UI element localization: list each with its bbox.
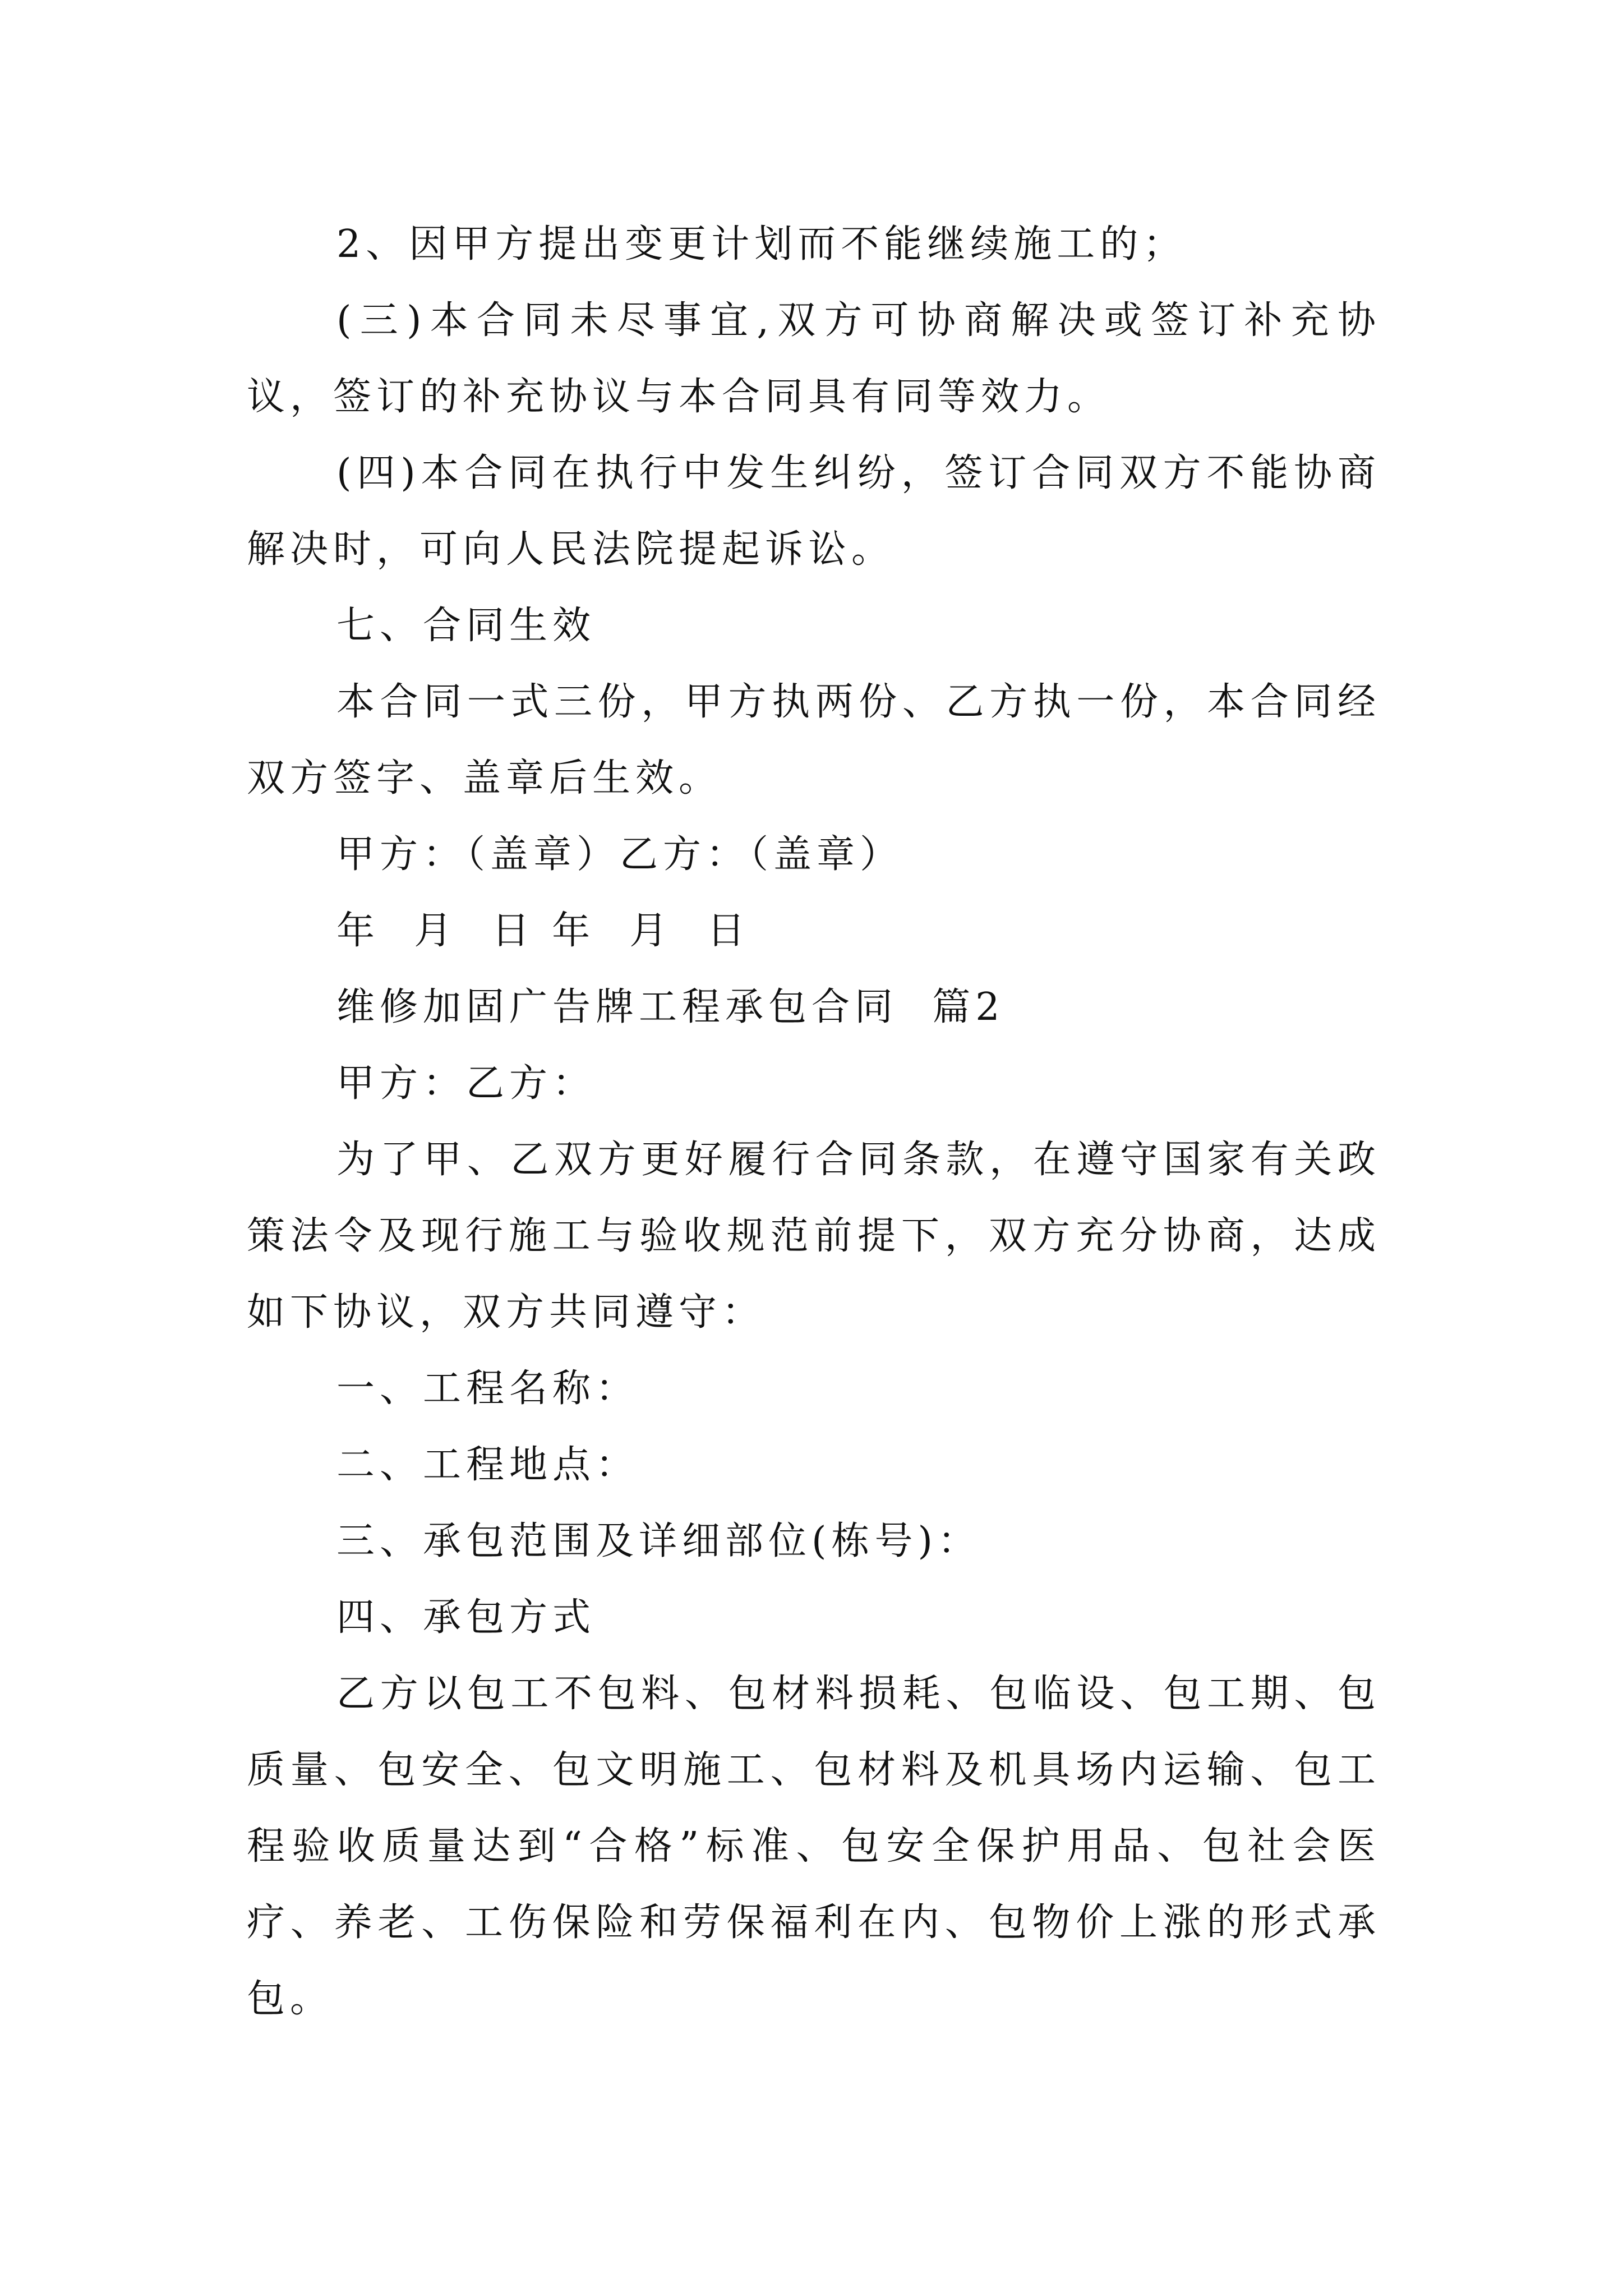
- paragraph-preamble: 为了甲、乙双方更好履行合同条款，在遵守国家有关政策法令及现行施工与验收规范前提下，双方充分协商，达成如下协议，双方共同遵守：: [247, 1138, 1381, 1335]
- paragraph-contract-method: 乙方以包工不包料、包材料损耗、包临设、包工期、包质量、包安全、包文明施工、包材料及机具场内运输、包工程验收质量达到“合格”标准、包安全保护用品、包社会医疗、养老、工伤保险和劳保福利在内、包物价上涨的形式承包。: [247, 1672, 1381, 2021]
- heading-project-name: 一、工程名称：: [336, 1366, 639, 1411]
- heading-contract-scope: 三、承包范围及详细部位(栋号)：: [336, 1519, 981, 1563]
- paragraph-section-3: (三)本合同未尽事宜,双方可协商解决或签订补充协议，签订的补充协议与本合同具有同等效力。: [247, 298, 1381, 419]
- paragraph-section-4: (四)本合同在执行中发生纠纷，签订合同双方不能协商解决时，可向人民法院提起诉讼。: [247, 451, 1381, 572]
- parties-line: 甲方：乙方：: [336, 1061, 596, 1106]
- signature-parties: 甲方：（盖章）乙方：（盖章）: [336, 832, 903, 877]
- signature-dates: 年 月 日 年 月 日: [336, 909, 750, 953]
- contract-title: 维修加固广告牌工程承包合同 篇2: [336, 985, 1005, 1029]
- heading-project-location: 二、工程地点：: [336, 1443, 639, 1487]
- heading-contract-method: 四、承包方式: [336, 1595, 596, 1640]
- paragraph-clause-2: 2、因甲方提出变更计划而不能继续施工的；: [336, 222, 1187, 266]
- paragraph-copies: 本合同一式三份，甲方执两份、乙方执一份，本合同经双方签字、盖章后生效。: [247, 680, 1381, 800]
- heading-contract-effect: 七、合同生效: [336, 604, 596, 648]
